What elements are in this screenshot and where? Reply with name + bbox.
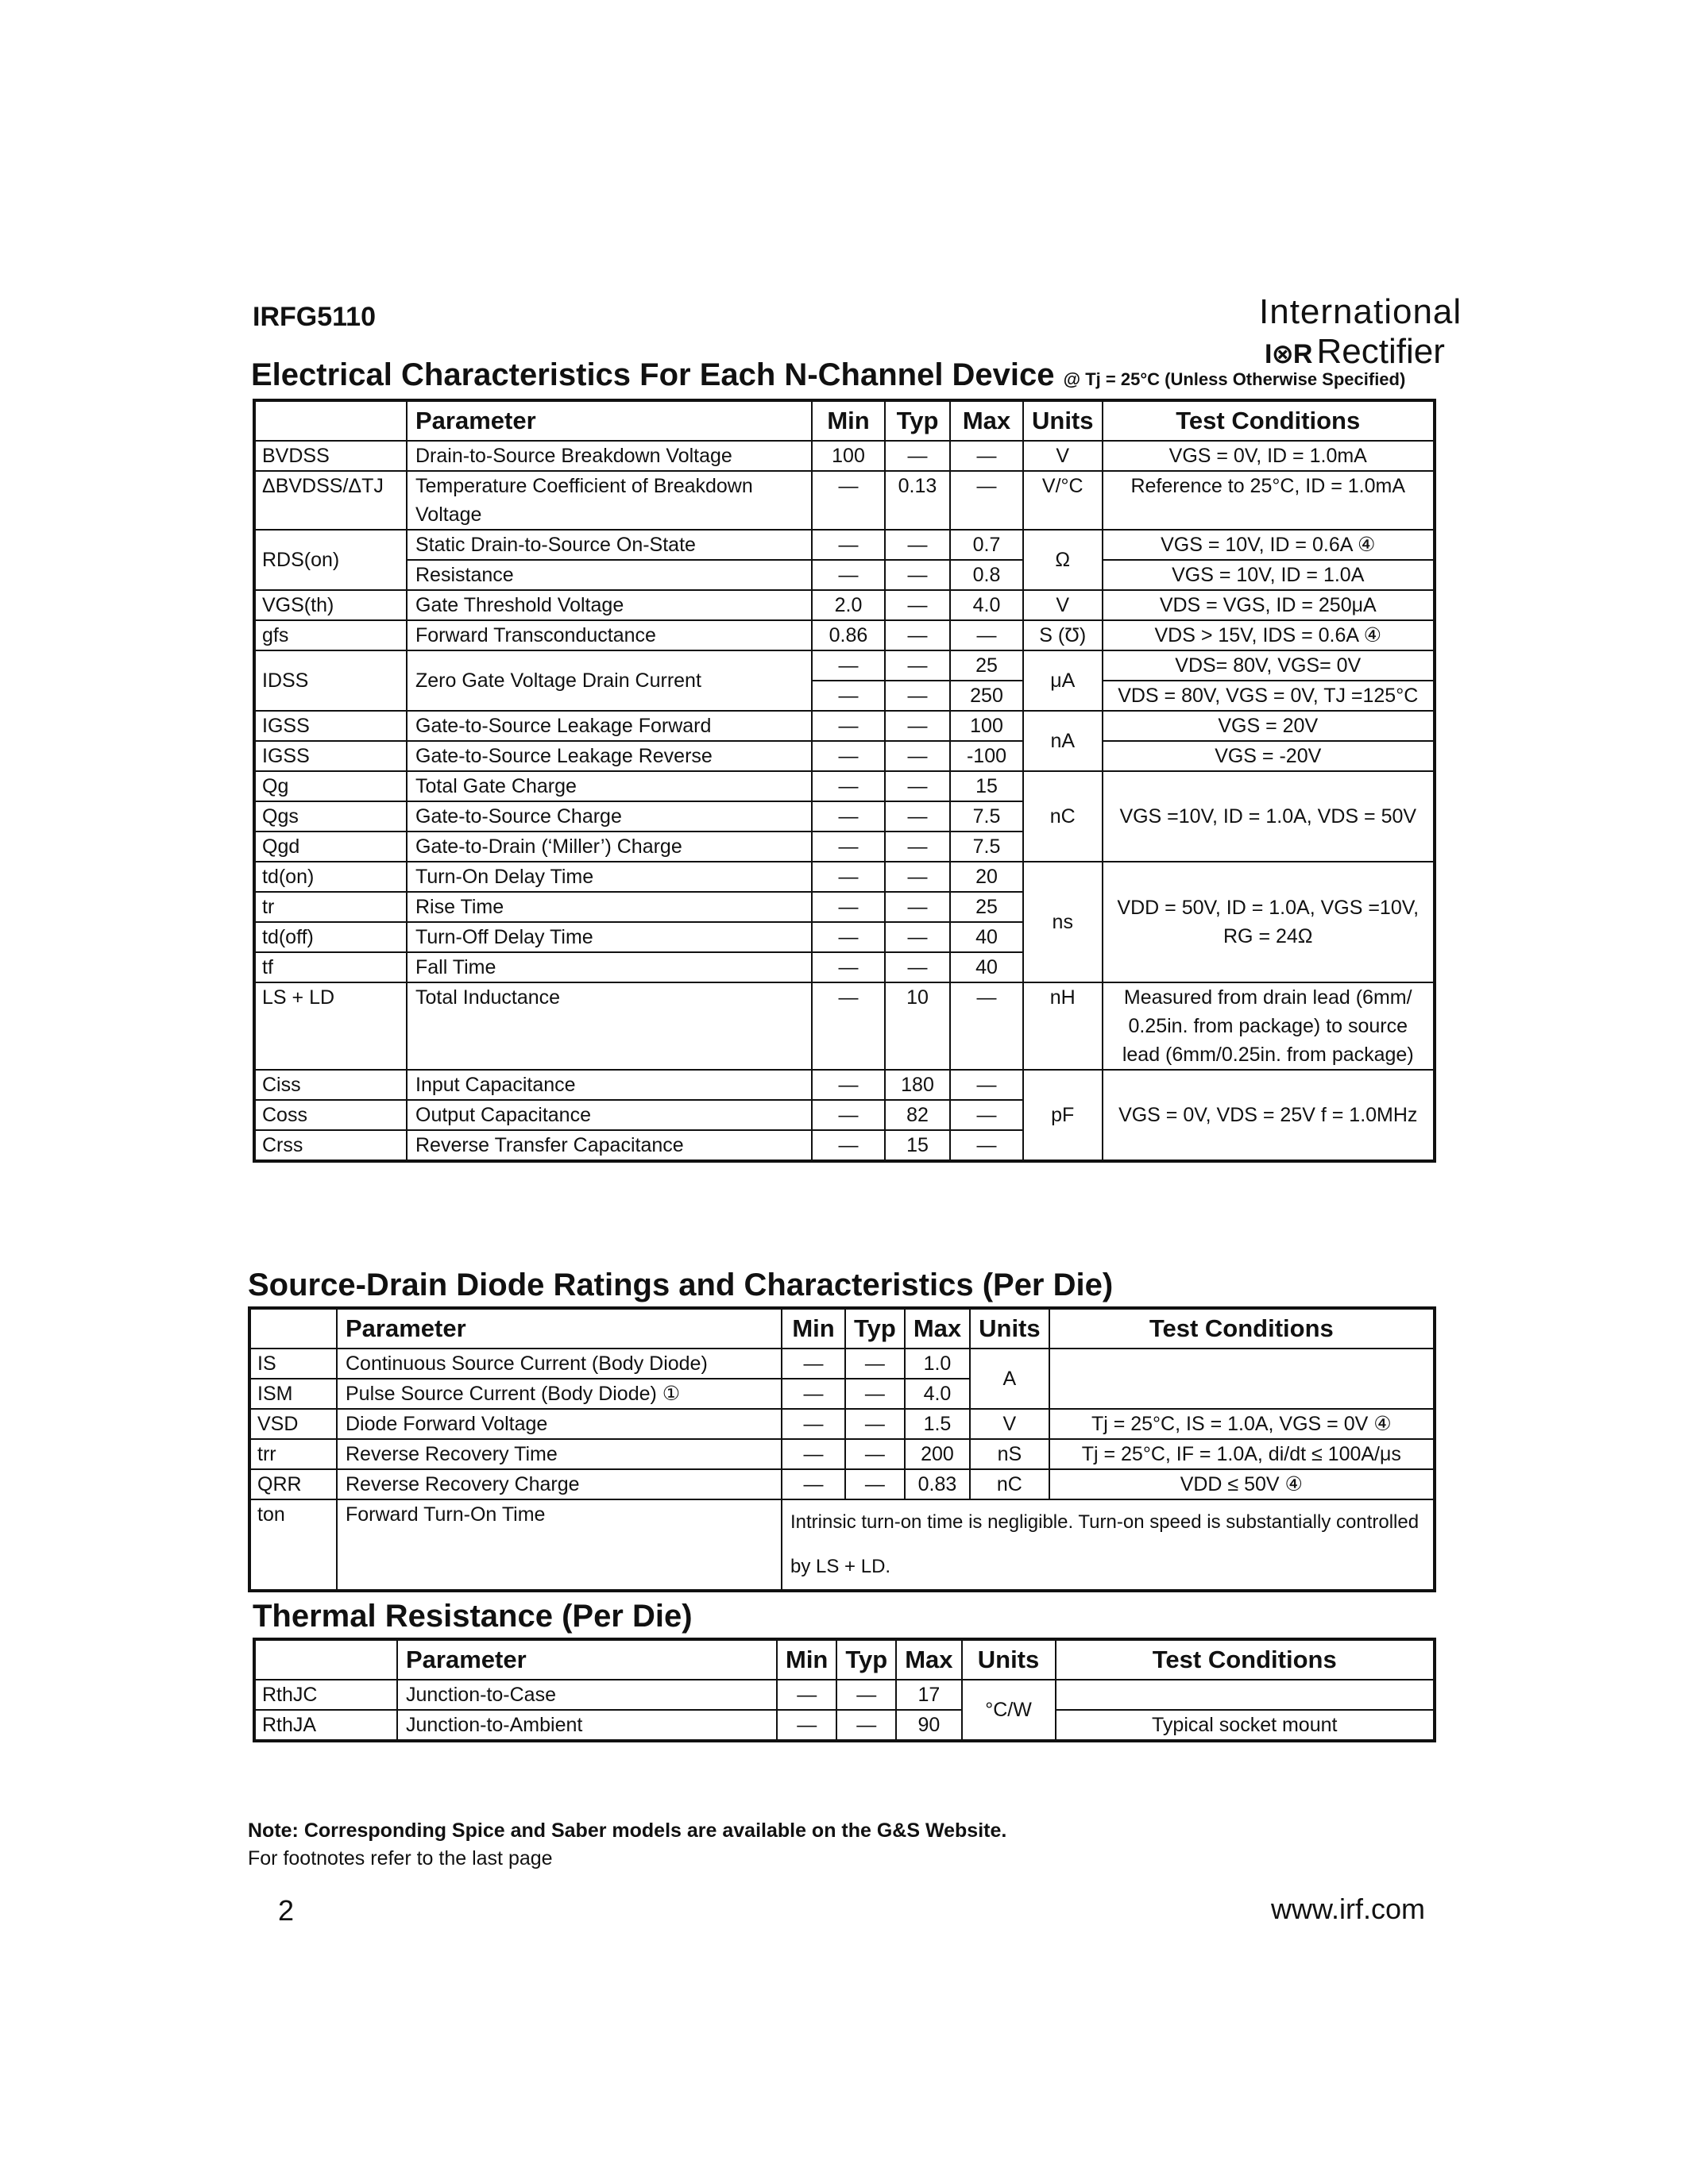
- page-number: 2: [278, 1894, 295, 1927]
- max-cell: 90: [896, 1710, 961, 1741]
- table-row: [254, 441, 1435, 471]
- col-units: Units: [962, 1639, 1056, 1680]
- diode-rows: [249, 1349, 1435, 1591]
- typ-cell: —: [845, 1439, 905, 1469]
- condition-cell: VGS = 0V, ID = 1.0mA: [1103, 441, 1435, 471]
- parameter-cell: Total Gate Charge: [407, 771, 812, 801]
- max-cell: 250: [950, 681, 1023, 711]
- col-min: Min: [782, 1308, 845, 1349]
- typ-cell: —: [885, 892, 950, 922]
- typ-cell: —: [885, 801, 950, 832]
- condition-cell: VGS = 10V, ID = 1.0A: [1103, 560, 1435, 590]
- turn-on-note-cell: Intrinsic turn-on time is negligible. Turn-on speed is substantially controlled by LS + LD.: [782, 1499, 1435, 1591]
- min-cell: —: [782, 1439, 845, 1469]
- typ-cell: —: [885, 590, 950, 620]
- max-cell: —: [950, 1100, 1023, 1130]
- typ-cell: —: [885, 741, 950, 771]
- condition-cell: VGS = 10V, ID = 0.6A ④: [1103, 530, 1435, 560]
- parameter-cell: Turn-Off Delay Time: [407, 922, 812, 952]
- max-cell: 4.0: [905, 1379, 970, 1409]
- units-cell: nA: [1023, 711, 1103, 771]
- symbol-cell: Qgs: [254, 801, 407, 832]
- col-typ: Typ: [885, 400, 950, 441]
- max-cell: 7.5: [950, 832, 1023, 862]
- typ-cell: —: [885, 681, 950, 711]
- table-row: [254, 1070, 1435, 1100]
- max-cell: 0.8: [950, 560, 1023, 590]
- symbol-cell: Qg: [254, 771, 407, 801]
- footnotes-ref: For footnotes refer to the last page: [248, 1847, 553, 1870]
- typ-cell: —: [845, 1379, 905, 1409]
- typ-cell: —: [845, 1469, 905, 1499]
- typ-cell: —: [885, 922, 950, 952]
- min-cell: —: [812, 681, 885, 711]
- units-cell: nC: [1023, 771, 1103, 862]
- parameter-cell: Gate-to-Drain (‘Miller’) Charge: [407, 832, 812, 862]
- diode-table: [248, 1306, 1436, 1592]
- symbol-cell: Ciss: [254, 1070, 407, 1100]
- symbol-cell: IDSS: [254, 650, 407, 711]
- thermal-rows: [254, 1680, 1435, 1741]
- condition-cell: Tj = 25°C, IF = 1.0A, di/dt ≤ 100A/μs: [1049, 1439, 1435, 1469]
- symbol-cell: gfs: [254, 620, 407, 650]
- symbol-cell: ISM: [249, 1379, 337, 1409]
- typ-cell: 15: [885, 1130, 950, 1161]
- symbol-cell: BVDSS: [254, 441, 407, 471]
- max-cell: 100: [950, 711, 1023, 741]
- min-cell: —: [812, 801, 885, 832]
- table-row: [254, 741, 1435, 771]
- brand-name: International: [1259, 292, 1462, 331]
- units-cell: nH: [1023, 982, 1103, 1070]
- units-cell: V: [1023, 590, 1103, 620]
- col-symbol: [249, 1308, 337, 1349]
- symbol-cell: RthJC: [254, 1680, 397, 1710]
- diode-title: Source-Drain Diode Ratings and Characteristics (Per Die): [248, 1268, 1114, 1302]
- parameter-cell: Zero Gate Voltage Drain Current: [407, 650, 812, 711]
- col-units: Units: [970, 1308, 1049, 1349]
- typ-cell: —: [885, 650, 950, 681]
- table-row: [254, 560, 1435, 590]
- symbol-cell: Crss: [254, 1130, 407, 1161]
- symbol-cell: IS: [249, 1349, 337, 1379]
- typ-cell: —: [845, 1409, 905, 1439]
- col-symbol: [254, 400, 407, 441]
- typ-cell: —: [885, 530, 950, 560]
- parameter-cell: Reverse Recovery Time: [337, 1439, 782, 1469]
- min-cell: 0.86: [812, 620, 885, 650]
- min-cell: —: [812, 832, 885, 862]
- parameter-cell: Forward Turn-On Time: [337, 1499, 782, 1591]
- condition-cell: VGS = 0V, VDS = 25V f = 1.0MHz: [1103, 1070, 1435, 1161]
- max-cell: 40: [950, 952, 1023, 982]
- units-cell: nC: [970, 1469, 1049, 1499]
- table-row: [254, 471, 1435, 530]
- units-cell: A: [970, 1349, 1049, 1409]
- max-cell: 0.83: [905, 1469, 970, 1499]
- units-cell: °C/W: [962, 1680, 1056, 1741]
- max-cell: 25: [950, 892, 1023, 922]
- parameter-cell: Rise Time: [407, 892, 812, 922]
- units-cell: Ω: [1023, 530, 1103, 590]
- col-typ: Typ: [836, 1639, 896, 1680]
- parameter-cell: Total Inductance: [407, 982, 812, 1070]
- min-cell: —: [812, 862, 885, 892]
- table-row: [254, 711, 1435, 741]
- min-cell: —: [782, 1349, 845, 1379]
- col-test-conditions: Test Conditions: [1056, 1639, 1435, 1680]
- parameter-cell: Gate Threshold Voltage: [407, 590, 812, 620]
- table-header-row: [254, 400, 1435, 441]
- parameter-cell: Gate-to-Source Leakage Reverse: [407, 741, 812, 771]
- max-cell: -100: [950, 741, 1023, 771]
- symbol-cell: td(on): [254, 862, 407, 892]
- table-row: [254, 862, 1435, 892]
- table-header-row: [249, 1308, 1435, 1349]
- table-row: [254, 982, 1435, 1070]
- min-cell: —: [812, 1130, 885, 1161]
- condition-cell: [1049, 1349, 1435, 1409]
- table-row: [249, 1439, 1435, 1469]
- condition-cell: Measured from drain lead (6mm/ 0.25in. from package) to source lead (6mm/0.25in. from package): [1103, 982, 1435, 1070]
- min-cell: —: [812, 650, 885, 681]
- condition-cell: VDS > 15V, IDS = 0.6A ④: [1103, 620, 1435, 650]
- typ-cell: —: [885, 832, 950, 862]
- table-row: [249, 1469, 1435, 1499]
- parameter-cell: Drain-to-Source Breakdown Voltage: [407, 441, 812, 471]
- symbol-cell: RthJA: [254, 1710, 397, 1741]
- col-units: Units: [1023, 400, 1103, 441]
- max-cell: 0.7: [950, 530, 1023, 560]
- max-cell: 40: [950, 922, 1023, 952]
- thermal-title: Thermal Resistance (Per Die): [253, 1599, 693, 1634]
- condition-cell: Tj = 25°C, IS = 1.0A, VGS = 0V ④: [1049, 1409, 1435, 1439]
- parameter-cell: Pulse Source Current (Body Diode) ①: [337, 1379, 782, 1409]
- symbol-cell: tf: [254, 952, 407, 982]
- col-max: Max: [905, 1308, 970, 1349]
- col-test-conditions: Test Conditions: [1103, 400, 1435, 441]
- condition-cell: Typical socket mount: [1056, 1710, 1435, 1741]
- typ-cell: —: [836, 1710, 896, 1741]
- typ-cell: 180: [885, 1070, 950, 1100]
- units-cell: V/°C: [1023, 471, 1103, 530]
- typ-cell: —: [885, 620, 950, 650]
- parameter-cell: Junction-to-Case: [397, 1680, 777, 1710]
- typ-cell: 82: [885, 1100, 950, 1130]
- table-row: [249, 1349, 1435, 1379]
- min-cell: —: [812, 1070, 885, 1100]
- symbol-cell: IGSS: [254, 741, 407, 771]
- symbol-cell: VSD: [249, 1409, 337, 1439]
- table-row: [249, 1499, 1435, 1591]
- symbol-cell: ton: [249, 1499, 337, 1591]
- parameter-cell: Resistance: [407, 560, 812, 590]
- symbol-cell: Coss: [254, 1100, 407, 1130]
- parameter-cell: Forward Transconductance: [407, 620, 812, 650]
- electrical-title: Electrical Characteristics For Each N-Channel Device @ Tj = 25°C (Unless Otherwise Specified): [251, 357, 1406, 392]
- typ-cell: —: [885, 441, 950, 471]
- typ-cell: —: [885, 771, 950, 801]
- symbol-cell: Qgd: [254, 832, 407, 862]
- condition-cell: VDD = 50V, ID = 1.0A, VGS =10V, RG = 24Ω: [1103, 862, 1435, 982]
- parameter-cell: Input Capacitance: [407, 1070, 812, 1100]
- condition-cell: VDD ≤ 50V ④: [1049, 1469, 1435, 1499]
- col-parameter: Parameter: [337, 1308, 782, 1349]
- table-header-row: [254, 1639, 1435, 1680]
- min-cell: —: [777, 1710, 836, 1741]
- min-cell: —: [812, 892, 885, 922]
- min-cell: —: [812, 560, 885, 590]
- symbol-cell: td(off): [254, 922, 407, 952]
- electrical-table: [253, 399, 1436, 1163]
- min-cell: —: [812, 530, 885, 560]
- units-cell: ns: [1023, 862, 1103, 982]
- min-cell: —: [812, 952, 885, 982]
- symbol-cell: tr: [254, 892, 407, 922]
- table-row: [254, 590, 1435, 620]
- typ-cell: —: [885, 952, 950, 982]
- website-link: www.irf.com: [1271, 1893, 1426, 1925]
- typ-cell: 10: [885, 982, 950, 1070]
- table-row: [254, 1710, 1435, 1741]
- col-symbol: [254, 1639, 397, 1680]
- col-test-conditions: Test Conditions: [1049, 1308, 1435, 1349]
- typ-cell: —: [885, 560, 950, 590]
- condition-cell: VDS= 80V, VGS= 0V: [1103, 650, 1435, 681]
- condition-cell: VDS = VGS, ID = 250μA: [1103, 590, 1435, 620]
- table-row: [249, 1409, 1435, 1439]
- symbol-cell: RDS(on): [254, 530, 407, 590]
- symbol-cell: IGSS: [254, 711, 407, 741]
- col-parameter: Parameter: [407, 400, 812, 441]
- min-cell: —: [777, 1680, 836, 1710]
- typ-cell: —: [885, 711, 950, 741]
- min-cell: —: [812, 741, 885, 771]
- spice-note: Note: Corresponding Spice and Saber models are available on the G&S Website.: [248, 1819, 1007, 1842]
- max-cell: 4.0: [950, 590, 1023, 620]
- symbol-cell: LS + LD: [254, 982, 407, 1070]
- max-cell: —: [950, 620, 1023, 650]
- typ-cell: —: [885, 862, 950, 892]
- min-cell: —: [812, 922, 885, 952]
- min-cell: —: [812, 471, 885, 530]
- min-cell: —: [782, 1379, 845, 1409]
- units-cell: S (Ʊ): [1023, 620, 1103, 650]
- max-cell: —: [950, 471, 1023, 530]
- max-cell: 1.5: [905, 1409, 970, 1439]
- parameter-cell: Reverse Recovery Charge: [337, 1469, 782, 1499]
- parameter-cell: Reverse Transfer Capacitance: [407, 1130, 812, 1161]
- units-cell: nS: [970, 1439, 1049, 1469]
- electrical-rows: [254, 441, 1435, 1161]
- max-cell: 20: [950, 862, 1023, 892]
- col-parameter: Parameter: [397, 1639, 777, 1680]
- max-cell: —: [950, 441, 1023, 471]
- min-cell: 100: [812, 441, 885, 471]
- typ-cell: 0.13: [885, 471, 950, 530]
- col-min: Min: [812, 400, 885, 441]
- parameter-cell: Static Drain-to-Source On-State: [407, 530, 812, 560]
- brand-subname: Rectifier: [1316, 332, 1445, 371]
- parameter-cell: Continuous Source Current (Body Diode): [337, 1349, 782, 1379]
- condition-cell: VGS =10V, ID = 1.0A, VDS = 50V: [1103, 771, 1435, 862]
- units-cell: V: [1023, 441, 1103, 471]
- max-cell: 1.0: [905, 1349, 970, 1379]
- units-cell: μA: [1023, 650, 1103, 711]
- parameter-cell: Gate-to-Source Charge: [407, 801, 812, 832]
- col-max: Max: [896, 1639, 961, 1680]
- max-cell: 17: [896, 1680, 961, 1710]
- typ-cell: —: [845, 1349, 905, 1379]
- parameter-cell: Junction-to-Ambient: [397, 1710, 777, 1741]
- parameter-cell: Output Capacitance: [407, 1100, 812, 1130]
- col-typ: Typ: [845, 1308, 905, 1349]
- condition-cell: VGS = -20V: [1103, 741, 1435, 771]
- parameter-cell: Turn-On Delay Time: [407, 862, 812, 892]
- parameter-cell: Temperature Coefficient of Breakdown Voltage: [407, 471, 812, 530]
- typ-cell: —: [836, 1680, 896, 1710]
- table-row: [254, 620, 1435, 650]
- max-cell: —: [950, 1070, 1023, 1100]
- min-cell: —: [812, 771, 885, 801]
- condition-cell: [1056, 1680, 1435, 1710]
- min-cell: —: [782, 1469, 845, 1499]
- max-cell: —: [950, 982, 1023, 1070]
- ior-logo-icon: I⊗R: [1265, 339, 1312, 369]
- symbol-cell: QRR: [249, 1469, 337, 1499]
- symbol-cell: ΔBVDSS/ΔTJ: [254, 471, 407, 530]
- condition-cell: Reference to 25°C, ID = 1.0mA: [1103, 471, 1435, 530]
- max-cell: 15: [950, 771, 1023, 801]
- min-cell: —: [812, 982, 885, 1070]
- units-cell: V: [970, 1409, 1049, 1439]
- table-row: [254, 530, 1435, 560]
- table-row: [254, 650, 1435, 681]
- min-cell: —: [812, 1100, 885, 1130]
- table-row: [254, 1680, 1435, 1710]
- electrical-title-condition: @ Tj = 25°C (Unless Otherwise Specified): [1063, 369, 1406, 389]
- parameter-cell: Fall Time: [407, 952, 812, 982]
- condition-cell: VGS = 20V: [1103, 711, 1435, 741]
- max-cell: 7.5: [950, 801, 1023, 832]
- col-max: Max: [950, 400, 1023, 441]
- parameter-cell: Gate-to-Source Leakage Forward: [407, 711, 812, 741]
- parameter-cell: Diode Forward Voltage: [337, 1409, 782, 1439]
- min-cell: —: [782, 1409, 845, 1439]
- units-cell: pF: [1023, 1070, 1103, 1161]
- table-row: [254, 771, 1435, 801]
- condition-cell: VDS = 80V, VGS = 0V, TJ =125°C: [1103, 681, 1435, 711]
- symbol-cell: VGS(th): [254, 590, 407, 620]
- min-cell: 2.0: [812, 590, 885, 620]
- part-number: IRFG5110: [253, 302, 376, 332]
- max-cell: —: [950, 1130, 1023, 1161]
- max-cell: 200: [905, 1439, 970, 1469]
- thermal-table: [253, 1638, 1436, 1742]
- min-cell: —: [812, 711, 885, 741]
- symbol-cell: trr: [249, 1439, 337, 1469]
- col-min: Min: [777, 1639, 836, 1680]
- max-cell: 25: [950, 650, 1023, 681]
